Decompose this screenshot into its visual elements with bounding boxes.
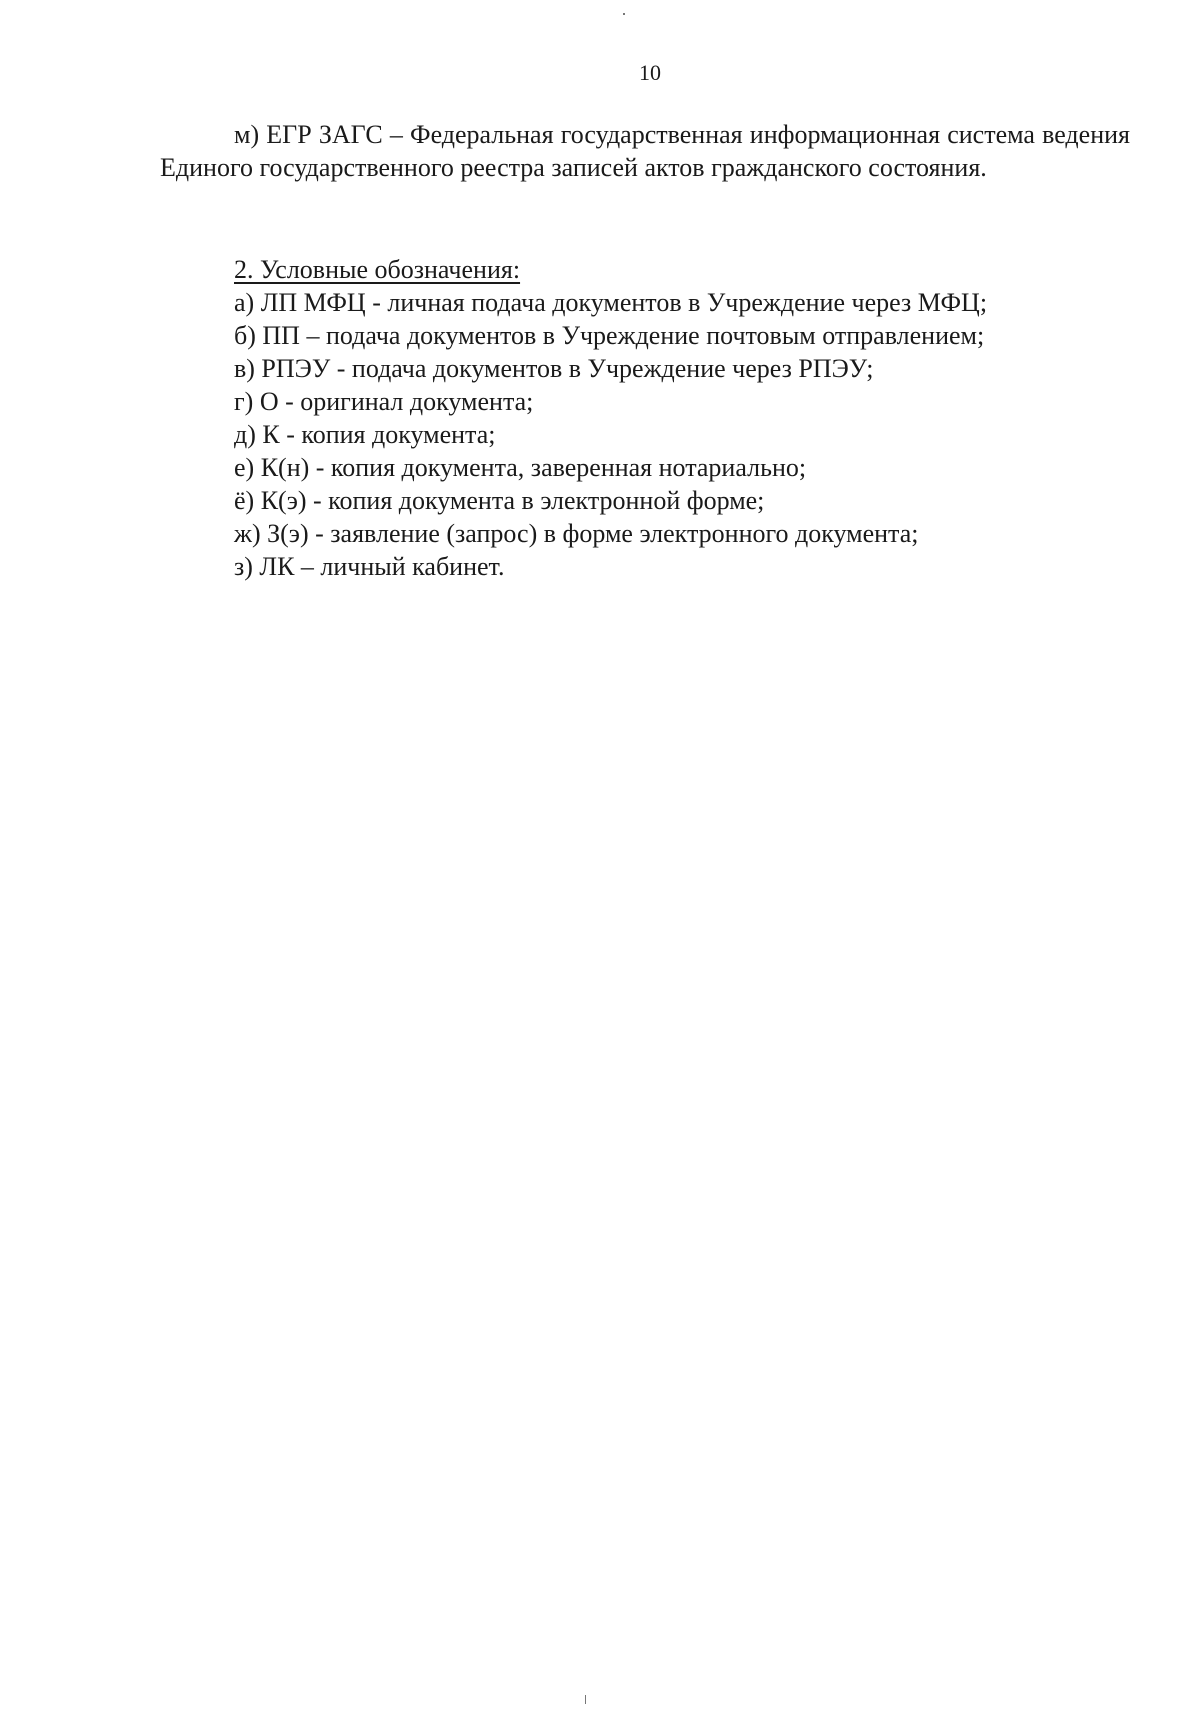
legend-item: ё) К(э) - копия документа в электронной форме;: [234, 486, 765, 515]
legend-item: г) О - оригинал документа;: [234, 387, 534, 416]
legend-item: е) К(н) - копия документа, заверенная нотариально;: [234, 453, 807, 482]
legend-heading: 2. Условные обозначения:: [234, 255, 521, 284]
legend-item: ж) З(э) - заявление (запрос) в форме электронного документа;: [234, 519, 919, 548]
scan-artifact-bottom: [585, 1695, 586, 1704]
legend-item: б) ПП – подача документов в Учреждение почтовым отправлением;: [234, 321, 985, 350]
page-number: 10: [639, 60, 661, 85]
legend-item: в) РПЭУ - подача документов в Учреждение через РПЭУ;: [234, 354, 874, 383]
legend-item: д) К - копия документа;: [234, 420, 496, 449]
legend-item: з) ЛК – личный кабинет.: [234, 552, 505, 581]
definition-paragraph: м) ЕГР ЗАГС – Федеральная государственная информационная система ведения Единого государственного реестра записей актов гражданского состояния.: [160, 120, 1130, 182]
legend-section: [234, 253, 1134, 583]
scan-artifact-top: [623, 13, 625, 15]
legend-item: а) ЛП МФЦ - личная подача документов в Учреждение через МФЦ;: [234, 288, 988, 317]
